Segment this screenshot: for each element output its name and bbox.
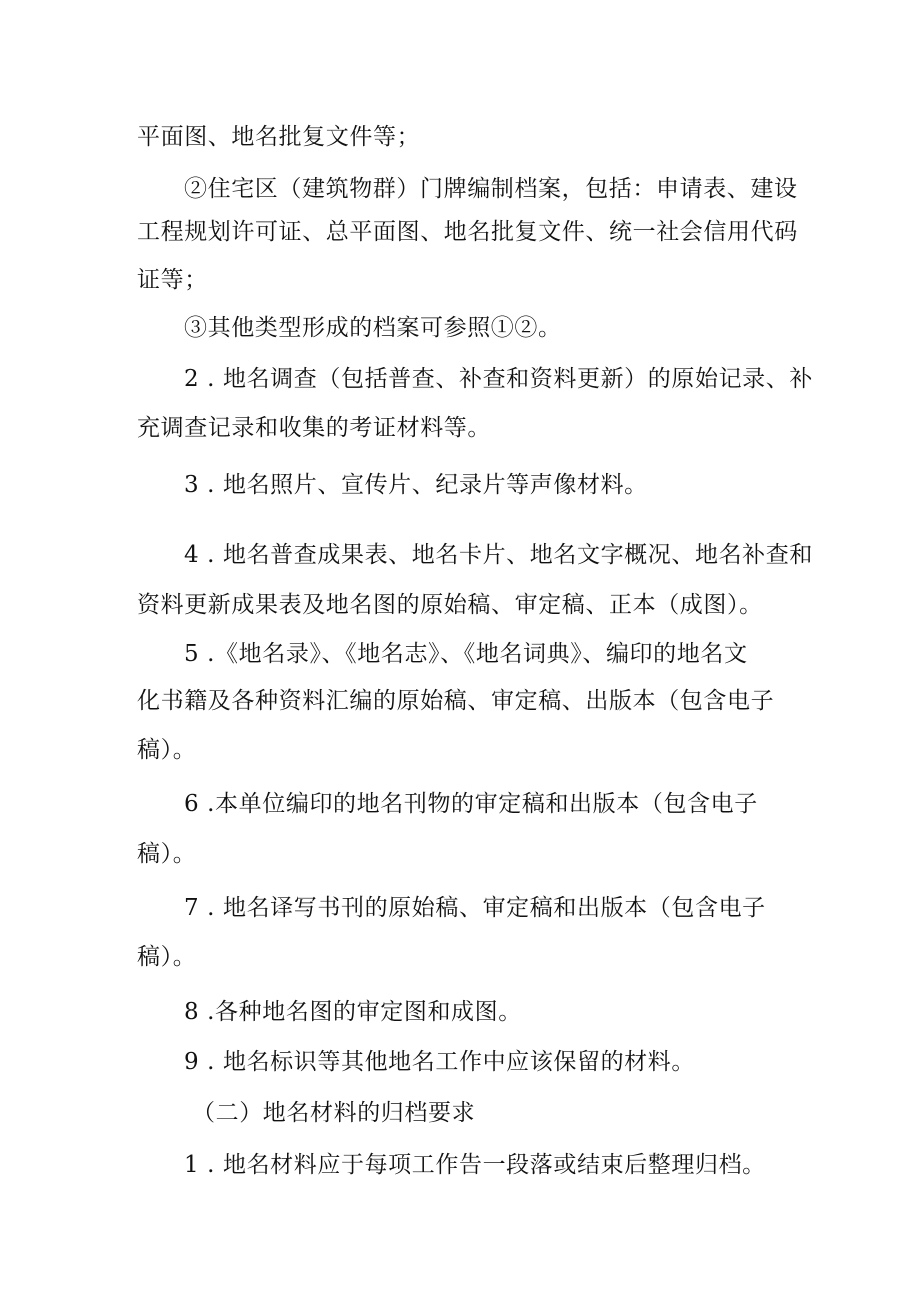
paragraph-line: 稿）。: [137, 944, 197, 970]
paragraph-line: 平面图、地名批复文件等；: [137, 124, 421, 150]
paragraph-line: 资料更新成果表及地名图的原始稿、审定稿、正本（成图）。: [137, 592, 763, 618]
paragraph-line: 化书籍及各种资料汇编的原始稿、审定稿、出版本（包含电子: [137, 688, 775, 714]
paragraph-line: 5 .《地名录》、《地名志》、《地名词典》、编印的地名文: [184, 641, 748, 667]
paragraph-line: 稿）。: [137, 841, 197, 867]
paragraph-line: 充调查记录和收集的考证材料等。: [137, 415, 491, 441]
section-heading: （二）地名材料的归档要求: [192, 1100, 476, 1126]
paragraph-line: ③其他类型形成的档案可参照①②。: [184, 315, 562, 341]
paragraph-line: 工程规划许可证、总平面图、地名批复文件、统一社会信用代码: [137, 219, 798, 245]
paragraph-line: 9 . 地名标识等其他地名工作中应该保留的材料。: [184, 1049, 695, 1075]
paragraph-line: 6 .本单位编印的地名刊物的审定稿和出版本（包含电子: [184, 791, 758, 817]
paragraph-line: 2 . 地名调查（包括普查、补查和资料更新）的原始记录、补: [184, 366, 813, 392]
paragraph-line: 8 .各种地名图的审定图和成图。: [184, 999, 522, 1025]
paragraph-line: 稿）。: [137, 737, 197, 763]
paragraph-line: 4 . 地名普查成果表、地名卡片、地名文字概况、地名补查和: [184, 542, 813, 568]
paragraph-line: 1 . 地名材料应于每项工作告一段落或结束后整理归档。: [184, 1152, 766, 1178]
paragraph-line: 3 . 地名照片、宣传片、纪录片等声像材料。: [184, 472, 648, 498]
paragraph-line: 7 . 地名译写书刊的原始稿、审定稿和出版本（包含电子: [184, 895, 766, 921]
paragraph-line: 证等；: [137, 267, 208, 293]
paragraph-line: ②住宅区（建筑物群）门牌编制档案，包括：申请表、建设: [184, 176, 798, 202]
